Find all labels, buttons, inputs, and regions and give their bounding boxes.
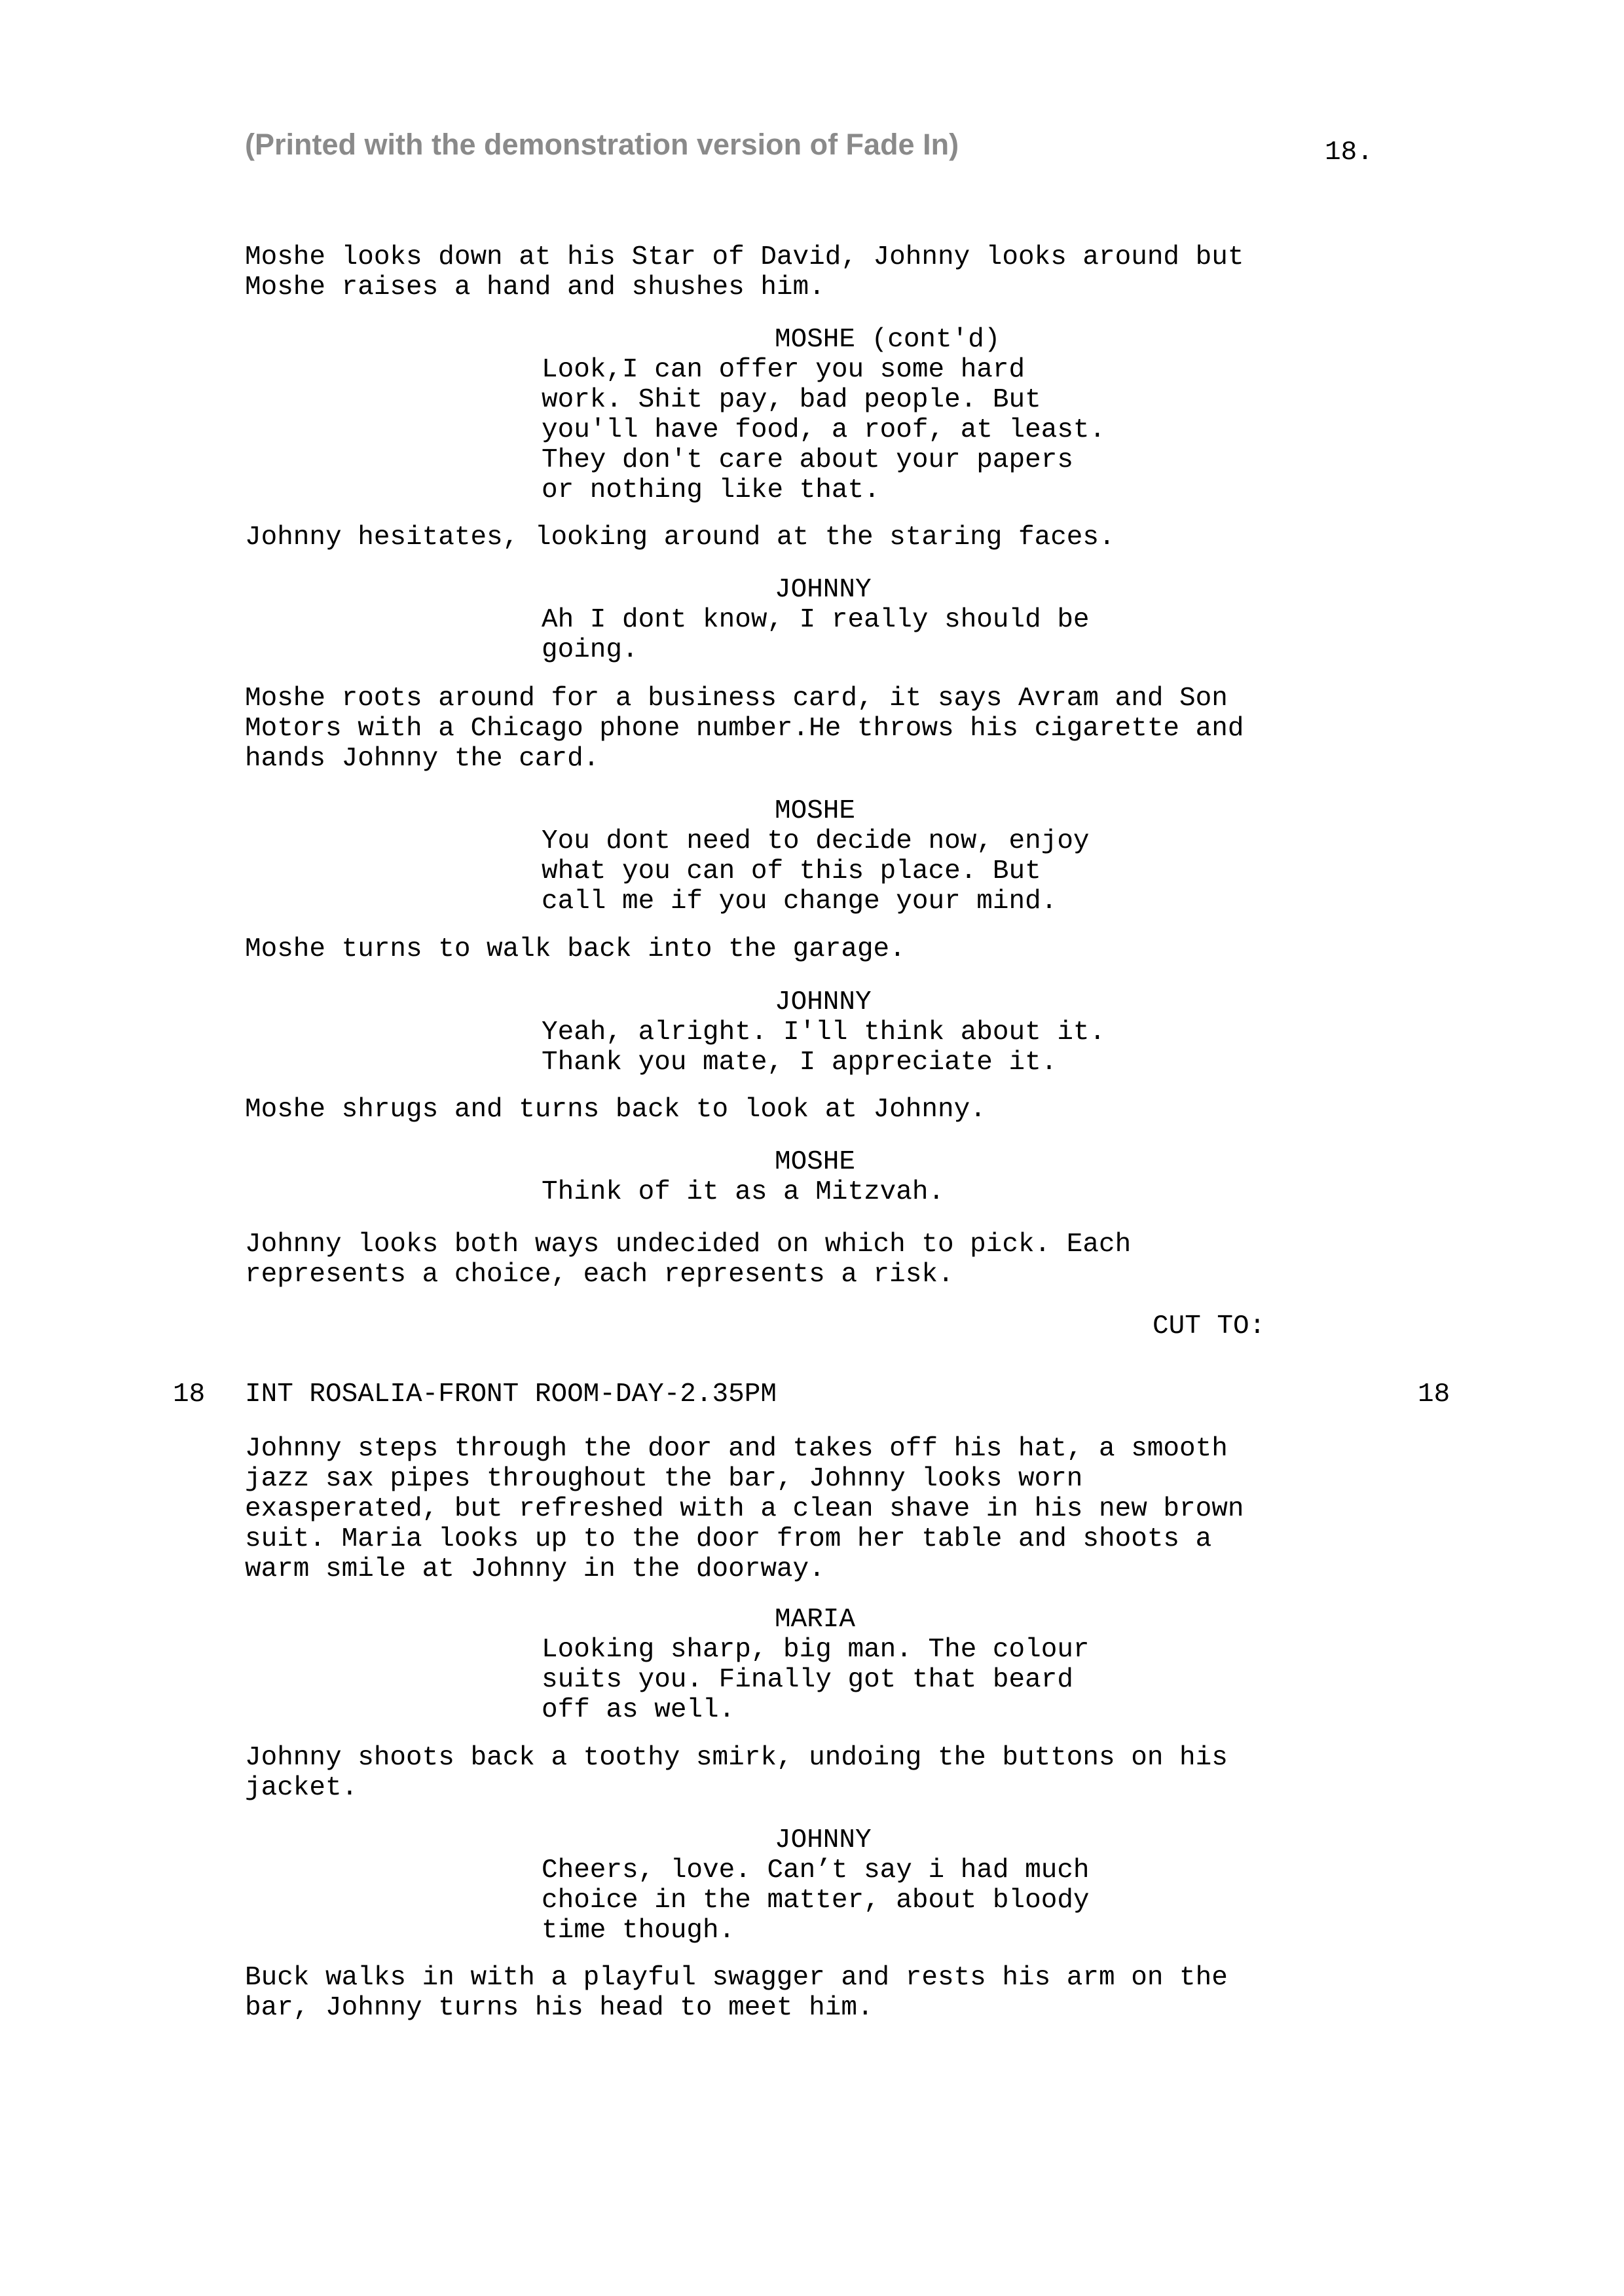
- dialogue: Look,I can offer you some hard work. Shit pay, bad people. But you'll have food, a roof, at least. They don't care about your papers or nothing like that.: [542, 355, 1106, 505]
- dialogue: Ah I dont know, I really should be going.: [542, 605, 1090, 665]
- scene-number-left: 18: [173, 1379, 206, 1410]
- action-line: Moshe turns to walk back into the garage.: [245, 934, 906, 964]
- action-line: Buck walks in with a playful swagger and rests his arm on the bar, Johnny turns his head to meet him.: [245, 1963, 1228, 2023]
- character-cue: JOHNNY: [775, 1825, 872, 1855]
- character-cue: JOHNNY: [775, 575, 872, 605]
- action-line: Moshe roots around for a business card, it says Avram and Son Motors with a Chicago phone number.He throws his cigarette and hands Johnny the card.: [245, 683, 1244, 774]
- character-cue: MOSHE: [775, 1147, 856, 1177]
- dialogue: Looking sharp, big man. The colour suits you. Finally got that beard off as well.: [542, 1635, 1090, 1725]
- action-line: Moshe looks down at his Star of David, Johnny looks around but Moshe raises a hand and shushes him.: [245, 242, 1244, 302]
- character-cue: JOHNNY: [775, 987, 872, 1017]
- dialogue: Cheers, love. Can’t say i had much choice in the matter, about bloody time though.: [542, 1855, 1090, 1946]
- action-line: Johnny shoots back a toothy smirk, undoing the buttons on his jacket.: [245, 1743, 1228, 1803]
- scene-heading: INT ROSALIA-FRONT ROOM-DAY-2.35PM: [245, 1379, 777, 1410]
- transition: CUT TO:: [1153, 1311, 1266, 1341]
- character-cue: MARIA: [775, 1605, 856, 1635]
- action-line: Johnny hesitates, looking around at the staring faces.: [245, 522, 1115, 553]
- scene-number-right: 18: [1418, 1379, 1450, 1410]
- character-cue: MOSHE (cont'd): [775, 325, 1001, 355]
- dialogue: Think of it as a Mitzvah.: [542, 1177, 945, 1207]
- character-cue: MOSHE: [775, 796, 856, 826]
- action-line: Johnny looks both ways undecided on which to pick. Each represents a choice, each represents a risk.: [245, 1230, 1132, 1290]
- dialogue: Yeah, alright. I'll think about it. Thank you mate, I appreciate it.: [542, 1017, 1106, 1078]
- page-number: 18.: [1325, 137, 1373, 168]
- demo-watermark: (Printed with the demonstration version of Fade In): [245, 128, 959, 161]
- action-line: Moshe shrugs and turns back to look at Johnny.: [245, 1095, 986, 1125]
- action-line: Johnny steps through the door and takes off his hat, a smooth jazz sax pipes throughout the bar, Johnny looks worn exasperated, but refreshed with a clean shave in his new brown suit. Maria looks up to the door from her table and shoots a warm smile at Johnny in the doorway.: [245, 1434, 1244, 1584]
- dialogue: You dont need to decide now, enjoy what you can of this place. But call me if you change your mind.: [542, 826, 1090, 917]
